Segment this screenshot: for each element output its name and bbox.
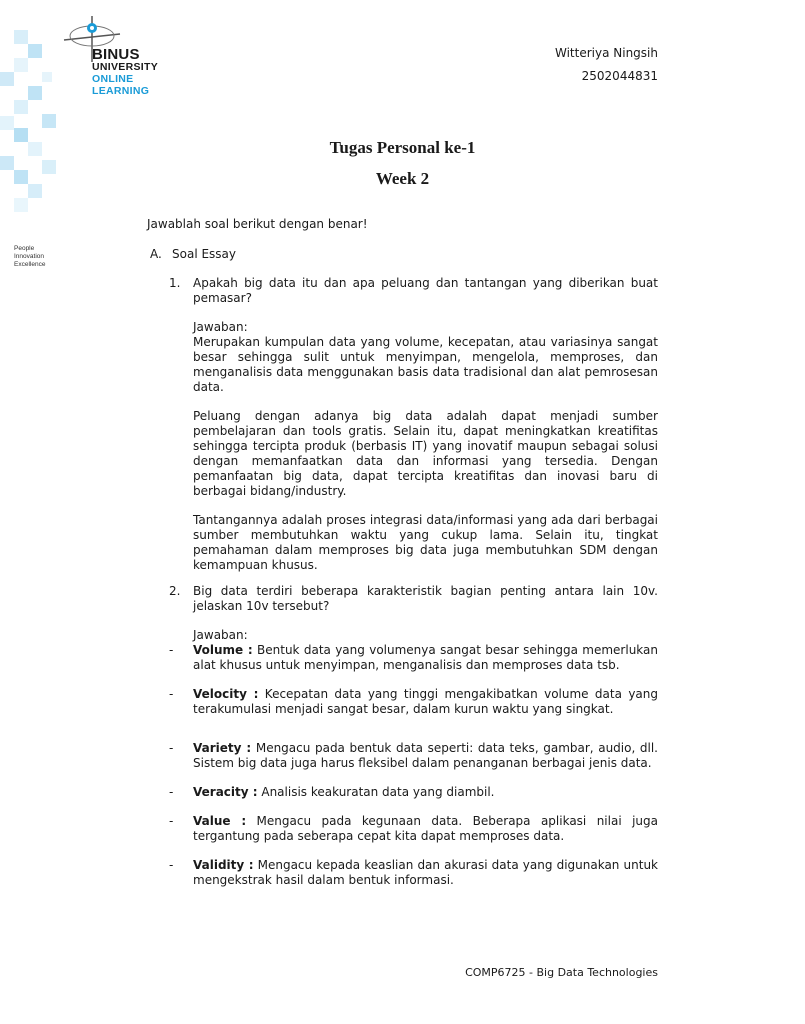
characteristic-term: Variety : [193, 741, 252, 755]
list-dash: - [169, 687, 174, 701]
logo-tagline [14, 245, 45, 269]
characteristic-item [169, 785, 658, 800]
characteristic-term: Value : [193, 814, 247, 828]
characteristic-term: Veracity : [193, 785, 258, 799]
list-dash: - [169, 785, 174, 799]
characteristic-text: Mengacu pada bentuk data seperti: data teks, gambar, audio, dll. Sistem big data juga harus fleksibel dalam penanganan berbagai jenis data. [193, 741, 658, 770]
answer-paragraph: Peluang dengan adanya big data adalah dapat menjadi sumber pembelajaran dan tools gratis. Selain itu, dapat meningkatkan kreatifitas sehingga tercipta produk (berbasis IT) yang inovatif maupun sebagai solusi dengan memanfaatkan data dan informasi yang tersedia. Dengan pemanfaatan big data, dapat tercipta kreatifitas dan inovasi baru di berbagai bidang/industry. [193, 409, 658, 498]
section-label: A. [150, 247, 162, 261]
characteristic-term: Velocity : [193, 687, 259, 701]
answer-label: Jawaban: [193, 320, 248, 334]
characteristic-text: Mengacu kepada keaslian dan akurasi data yang digunakan untuk mengekstrak hasil dalam bentuk informasi. [193, 858, 658, 887]
author-name: Witteriya Ningsih [555, 46, 658, 60]
list-dash: - [169, 814, 174, 828]
characteristic-item [169, 687, 658, 717]
characteristic-item [169, 814, 659, 844]
tagline-line: Innovation [14, 253, 44, 260]
decorative-mosaic [0, 0, 60, 240]
answer-label: Jawaban: [193, 628, 248, 642]
question-2 [169, 584, 658, 888]
logo-learning: LEARNING [92, 85, 150, 97]
characteristic-term: Validity : [193, 858, 254, 872]
logo-online: ONLINE [92, 73, 134, 85]
characteristic-item [169, 643, 658, 673]
page-footer: COMP6725 - Big Data Technologies [465, 966, 658, 979]
answer-paragraph: Merupakan kumpulan data yang volume, kecepatan, atau variasinya sangat besar sehingga sulit untuk menyimpan, mengelola, memproses, dan menganalisis data menggunakan basis data tradisional dan alat pemrosesan data. [193, 335, 658, 394]
document-subtitle: Week 2 [375, 169, 430, 188]
characteristic-text: Analisis keakuratan data yang diambil. [257, 785, 495, 799]
tagline-line: People [14, 245, 35, 252]
characteristic-term: Volume : [193, 643, 253, 657]
intro-text: Jawablah soal berikut dengan benar! [147, 217, 368, 231]
tagline-line: Excellence [14, 261, 46, 268]
characteristic-item [169, 858, 658, 888]
author-block [555, 42, 658, 88]
list-dash: - [169, 643, 174, 657]
logo-university: UNIVERSITY [92, 61, 159, 73]
answer-paragraph: Tantangannya adalah proses integrasi data/informasi yang ada dari berbagai sumber membutuhkan waktu yang cukup lama. Selain itu, tingkat pemahaman dalam memproses big data juga membutuhkan SDM dengan kemampuan khusus. [193, 513, 658, 572]
characteristic-item [169, 741, 658, 771]
characteristic-text: Bentuk data yang volumenya sangat besar sehingga memerlukan alat khusus untuk menyimpan, menganalisis dan memproses data tsb. [193, 643, 658, 672]
document-title: Tugas Personal ke-1 [329, 138, 476, 157]
question-number: 1. [169, 276, 181, 290]
question-1 [169, 276, 658, 573]
logo-brand: BINUS [92, 46, 140, 63]
section-title: Soal Essay [172, 247, 237, 261]
list-dash: - [169, 858, 174, 872]
question-text: Apakah big data itu dan apa peluang dan tantangan yang diberikan buat pemasar? [193, 276, 658, 305]
characteristic-text: Kecepatan data yang tinggi mengakibatkan volume data yang terakumulasi menjadi sangat besar, dalam kurun waktu yang singkat. [193, 687, 658, 716]
characteristic-text: Mengacu pada kegunaan data. Beberapa aplikasi nilai juga tergantung pada seberapa cepat kita dapat memproses data. [193, 814, 659, 843]
author-id: 2502044831 [581, 69, 658, 83]
question-text: Big data terdiri beberapa karakteristik bagian penting antara lain 10v. jelaskan 10v tersebut? [193, 584, 658, 613]
list-dash: - [169, 741, 174, 755]
section-heading [150, 247, 236, 261]
question-number: 2. [169, 584, 181, 598]
